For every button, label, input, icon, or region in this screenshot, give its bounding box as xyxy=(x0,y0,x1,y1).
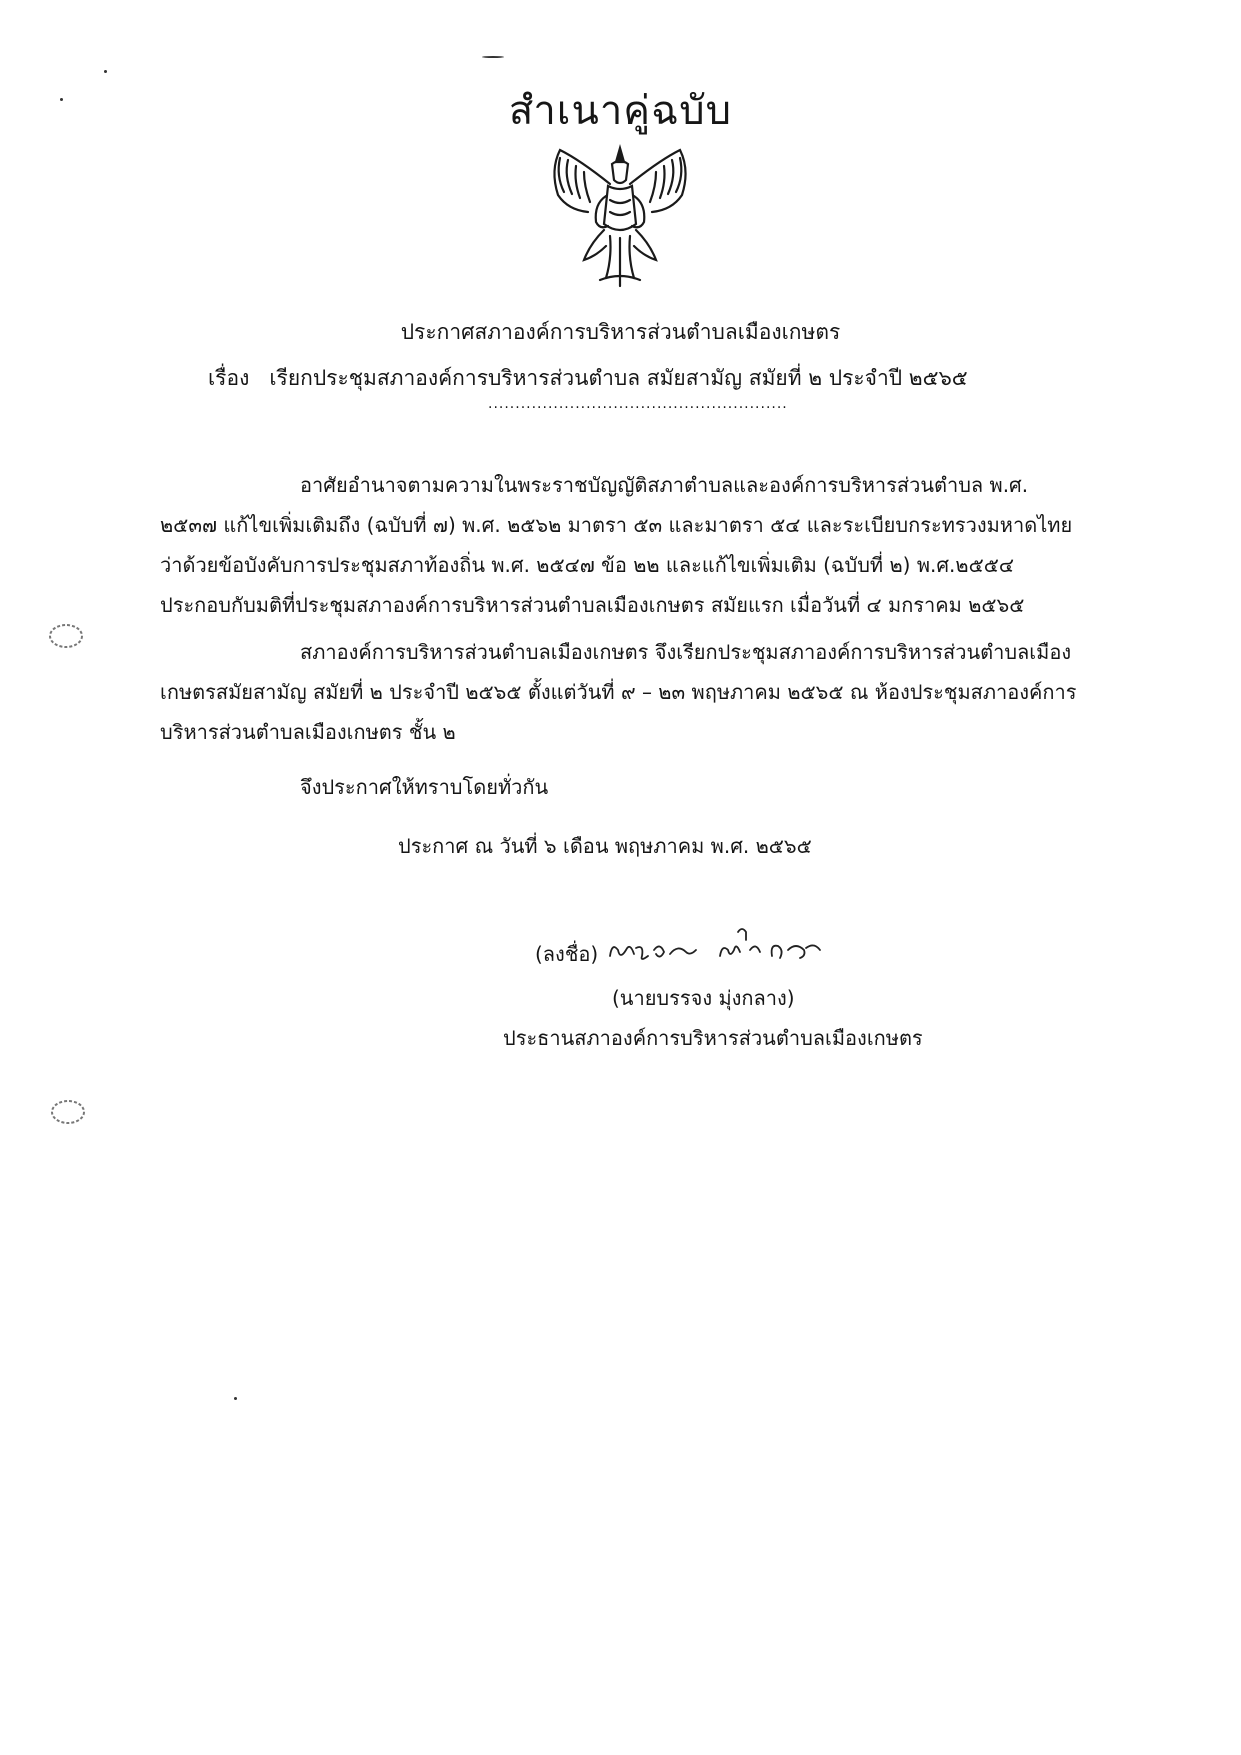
announcement-date: ประกาศ ณ วันที่ ๖ เดือน พฤษภาคม พ.ศ. ๒๕๖๕ xyxy=(398,834,812,858)
paragraph-meeting-call xyxy=(160,632,1090,752)
scan-speck xyxy=(482,56,504,58)
announcement-title: ประกาศสภาองค์การบริหารส่วนตำบลเมืองเกษตร xyxy=(400,320,841,344)
copy-mark: สำเนาคู่ฉบับ xyxy=(508,88,733,134)
title-divider: ....................................................... xyxy=(488,396,788,412)
paragraph-meeting-call-text: สภาองค์การบริหารส่วนตำบลเมืองเกษตร จึงเรียกประชุมสภาองค์การบริหารส่วนตำบลเมืองเกษตรสมัยสามัญ สมัยที่ ๒ ประจำปี ๒๕๖๕ ตั้งแต่วันที่ ๙ – ๒๓ พฤษภาคม ๒๕๖๕ ณ ห้องประชุมสภาองค์การบริหารส่วนตำบลเมืองเกษตร ชั้น ๒ xyxy=(160,640,1077,744)
scan-speck xyxy=(104,70,107,73)
subject-text: เรียกประชุมสภาองค์การบริหารส่วนตำบล สมัยสามัญ สมัยที่ ๒ ประจำปี ๒๕๖๕ xyxy=(269,366,968,390)
subject-label: เรื่อง xyxy=(208,366,250,390)
punch-hole-mark xyxy=(48,1097,92,1127)
signatory-name: (นายบรรจง มุ่งกลาง) xyxy=(612,986,795,1010)
garuda-emblem-icon xyxy=(540,140,700,290)
announcement-subject xyxy=(208,362,968,395)
signatory-position: ประธานสภาองค์การบริหารส่วนตำบลเมืองเกษตร xyxy=(503,1026,923,1050)
handwritten-signature xyxy=(600,920,840,980)
paragraph-authority xyxy=(160,465,1090,625)
paragraph-authority-text: อาศัยอำนาจตามความในพระราชบัญญัติสภาตำบลและองค์การบริหารส่วนตำบล พ.ศ. ๒๕๓๗ แก้ไขเพิ่มเติมถึง (ฉบับที่ ๗) พ.ศ. ๒๕๖๒ มาตรา ๕๓ และมาตรา ๕๔ และระเบียบกระทรวงมหาดไทยว่าด้วยข้อบังคับการประชุมสภาท้องถิ่น พ.ศ. ๒๕๔๗ ข้อ ๒๒ และแก้ไขเพิ่มเติม (ฉบับที่ ๒) พ.ศ.๒๕๕๔ ประกอบกับมติที่ประชุมสภาองค์การบริหารส่วนตำบลเมืองเกษตร สมัยแรก เมื่อวันที่ ๔ มกราคม ๒๕๖๕ xyxy=(160,473,1073,617)
scan-speck xyxy=(60,98,63,101)
punch-hole-mark xyxy=(46,621,90,651)
paragraph-notice: จึงประกาศให้ทราบโดยทั่วกัน xyxy=(300,775,549,799)
scan-speck xyxy=(234,1397,237,1400)
signed-label: (ลงชื่อ) xyxy=(535,942,599,966)
